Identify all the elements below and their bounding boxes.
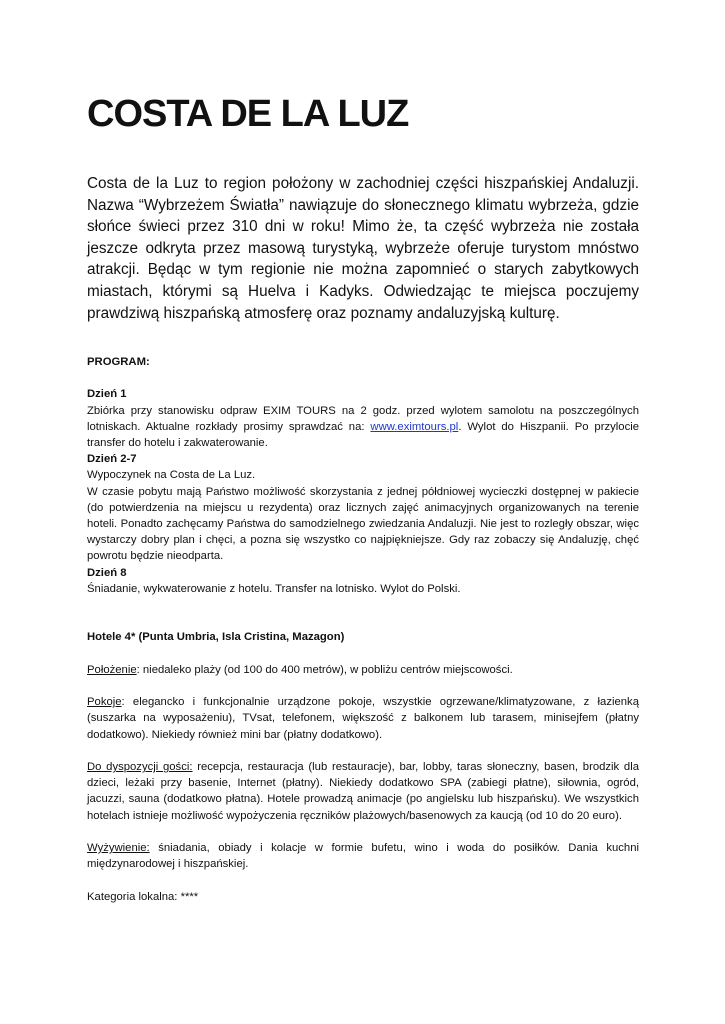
day1-heading: Dzień 1 xyxy=(87,388,127,401)
day1-text xyxy=(87,403,639,452)
location-paragraph xyxy=(87,662,639,678)
day1-text-after: . Wylot do Hiszpanii. Po przylocie transfer do hotelu i zakwaterowanie. xyxy=(87,420,640,449)
rooms-text: : elegancko i funkcjonalnie urządzone pokoje, wszystkie ogrzewane/klimatyzowane, z łazienką (suszarka na wyposażeniu), TVsat, telefonem, większość z balkonem lub tarasem, minisejfem (płatny dodatkowo). Niekiedy również mini bar (płatny dodatkowo). xyxy=(87,696,639,741)
category-text: Kategoria lokalna: **** xyxy=(87,890,199,903)
program-heading: PROGRAM: xyxy=(87,356,150,368)
day2-7-line1: Wypoczynek na Costa de La Luz. xyxy=(87,469,256,482)
day8-heading: Dzień 8 xyxy=(87,566,127,579)
facilities-paragraph xyxy=(87,759,639,824)
rooms-label: Pokoje xyxy=(87,696,122,709)
document-body xyxy=(87,354,639,905)
location-text: : niedaleko plaży (od 100 do 400 metrów), w pobliżu centrów miejscowości. xyxy=(136,663,513,676)
day2-7-heading: Dzień 2-7 xyxy=(87,453,137,466)
food-paragraph xyxy=(87,840,639,872)
location-label: Położenie xyxy=(87,663,137,676)
day1-text-before: Zbiórka przy stanowisku odpraw EXIM TOURS na 2 godz. przed wylotem samolotu na poszczególnych lotniskach. Aktualne rozkłady prosimy sprawdzać na: xyxy=(87,404,639,433)
hotels-heading: Hotele 4* (Punta Umbria, Isla Cristina, Mazagon) xyxy=(87,631,345,644)
rooms-paragraph xyxy=(87,694,639,743)
page-title: COSTA DE LA LUZ xyxy=(87,93,409,135)
eximtours-link[interactable]: www.eximtours.pl xyxy=(370,420,459,433)
food-label: Wyżywienie: xyxy=(87,841,150,854)
food-text: śniadania, obiady i kolacje w formie bufetu, wino i woda do posiłków. Dania kuchni międzynarodowej i hiszpańskiej. xyxy=(87,841,639,871)
day2-7-text: W czasie pobytu mają Państwo możliwość skorzystania z jednej półdniowej wycieczki dostępnej w pakiecie (do potwierdzenia na miejscu u rezydenta) oraz licznych zajęć animacyjnych organizowanych na terenie hoteli. Ponadto zachęcamy Państwa do samodzielnego zwiedzania Andaluzji. Nie jest to rozległy obszar, więc wystarczy dobry plan i chęci, a pozna się wszystko co najpiękniejsze. Gdy raz zobaczy się Andaluzję, chęć powrotu będzie nieodparta. xyxy=(87,485,639,563)
facilities-label: Do dyspozycji gości: xyxy=(87,760,193,773)
day8-text: Śniadanie, wykwaterowanie z hotelu. Transfer na lotnisko. Wylot do Polski. xyxy=(87,582,461,595)
facilities-text: recepcja, restauracja (lub restauracje), bar, lobby, taras słoneczny, basen, brodzik dla dzieci, leżaki przy basenie, Internet (płatny). Niekiedy dodatkowo SPA (zabiegi płatne), siłownia, ogród, jacuzzi, sauna (dodatkowo płatna). Hotele prowadzą animacje (po angielsku lub hiszpańsku). We wszystkich hotelach istnieje możliwość wypożyczenia ręczników plażowych/basenowych za kaucją (od 10 do 20 euro). xyxy=(87,760,640,822)
intro-paragraph: Costa de la Luz to region położony w zachodniej części hiszpańskiej Andaluzji. Nazwa “Wybrzeżem Światła” nawiązuje do słonecznego klimatu wybrzeża, gdzie słońce świeci przez 310 dni w roku! Mimo że, ta część wybrzeża nie została jeszcze odkryta przez masową turystyką, wybrzeże oferuje turystom mnóstwo atrakcji. Będąc w tym regionie nie można zapomnieć o starych zabytkowych miastach, którymi są Huelva i Kadyks. Odwiedzając te miejsca poczujemy prawdziwą hiszpańską atmosferę oraz poznamy andaluzyjską kulturę. xyxy=(87,175,639,322)
